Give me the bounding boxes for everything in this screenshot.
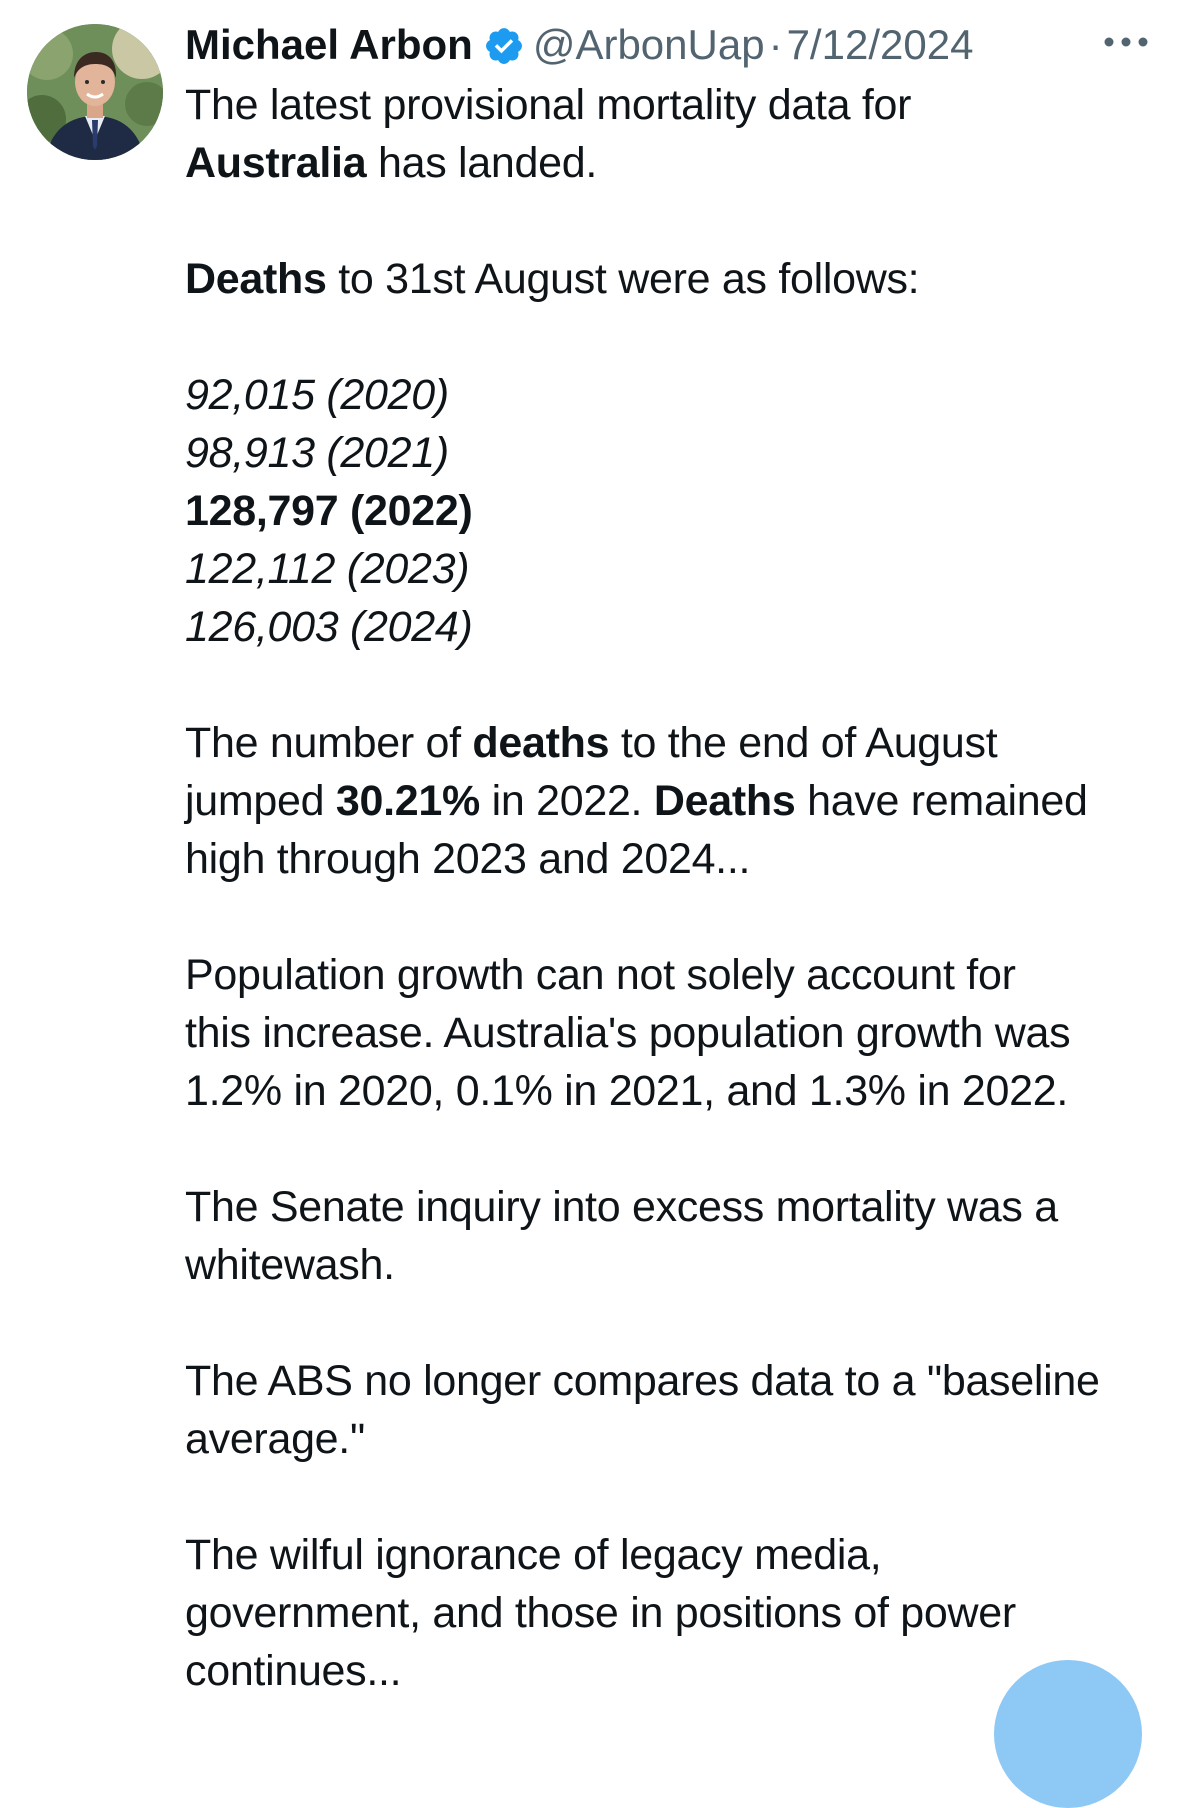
jump-line-2-a: jumped [185, 777, 336, 825]
intro-line-1: The latest provisional mortality data for [185, 81, 912, 129]
wilful-line-3: continues... [185, 1647, 402, 1695]
intro-paragraph [185, 76, 1165, 192]
deaths-2021: 98,913 (2021) [185, 429, 449, 477]
population-line-2: this increase. Australia's population growth was [185, 1009, 1071, 1057]
abs-paragraph [185, 1352, 1165, 1468]
jump-line-2 [185, 772, 1165, 830]
deaths-2022: 128,797 (2022) [185, 487, 473, 535]
jump-line-2-d: Deaths [653, 777, 796, 825]
intro-line-2-rest: has landed. [366, 139, 598, 187]
deaths-list [185, 366, 1165, 656]
deaths-2020: 92,015 (2020) [185, 371, 449, 419]
tweet-date[interactable]: 7/12/2024 [786, 21, 974, 68]
wilful-paragraph [185, 1526, 1165, 1700]
more-options-icon[interactable] [1096, 30, 1156, 60]
population-line-1: Population growth can not solely account for [185, 951, 1016, 999]
jump-percentage: 30.21% [335, 777, 480, 825]
tweet-header [185, 16, 973, 74]
jump-paragraph [185, 714, 1165, 888]
header-separator: · [768, 21, 783, 68]
jump-line-1-a: The number of [185, 719, 473, 767]
jump-line-3: high through 2023 and 2024... [185, 835, 751, 883]
avatar[interactable] [27, 24, 163, 160]
abs-line-2: average." [185, 1415, 365, 1463]
senate-line-1: The Senate inquiry into excess mortality was a [185, 1183, 1058, 1231]
intro-line-2 [185, 134, 1165, 192]
jump-line-1 [185, 714, 1165, 772]
deaths-heading [185, 250, 1165, 308]
jump-line-2-e: have remained [795, 777, 1088, 825]
senate-paragraph [185, 1178, 1165, 1294]
jump-line-1-c: to the end of August [609, 719, 998, 767]
senate-line-2: whitewash. [185, 1241, 395, 1289]
jump-line-1-b: deaths [472, 719, 610, 767]
author-name[interactable]: Michael Arbon [185, 21, 473, 68]
deaths-2024: 126,003 (2024) [185, 603, 473, 651]
tweet-text [185, 76, 1165, 1758]
wilful-line-2: government, and those in positions of power [185, 1589, 1016, 1637]
population-line-3: 1.2% in 2020, 0.1% in 2021, and 1.3% in 2022. [185, 1067, 1069, 1115]
author-handle[interactable]: @ArbonUap [532, 21, 765, 68]
wilful-line-1: The wilful ignorance of legacy media, [185, 1531, 882, 1579]
verified-badge-icon [483, 24, 525, 66]
deaths-heading-bold: Deaths [185, 255, 327, 303]
deaths-2023: 122,112 (2023) [185, 545, 470, 593]
compose-button[interactable] [994, 1660, 1142, 1808]
abs-line-1: The ABS no longer compares data to a "baseline [185, 1357, 1100, 1405]
jump-line-2-c: in 2022. [479, 777, 654, 825]
deaths-heading-paragraph [185, 250, 1165, 308]
population-paragraph [185, 946, 1165, 1120]
country-highlight: Australia [185, 139, 367, 187]
deaths-heading-rest: to 31st August were as follows: [326, 255, 920, 303]
